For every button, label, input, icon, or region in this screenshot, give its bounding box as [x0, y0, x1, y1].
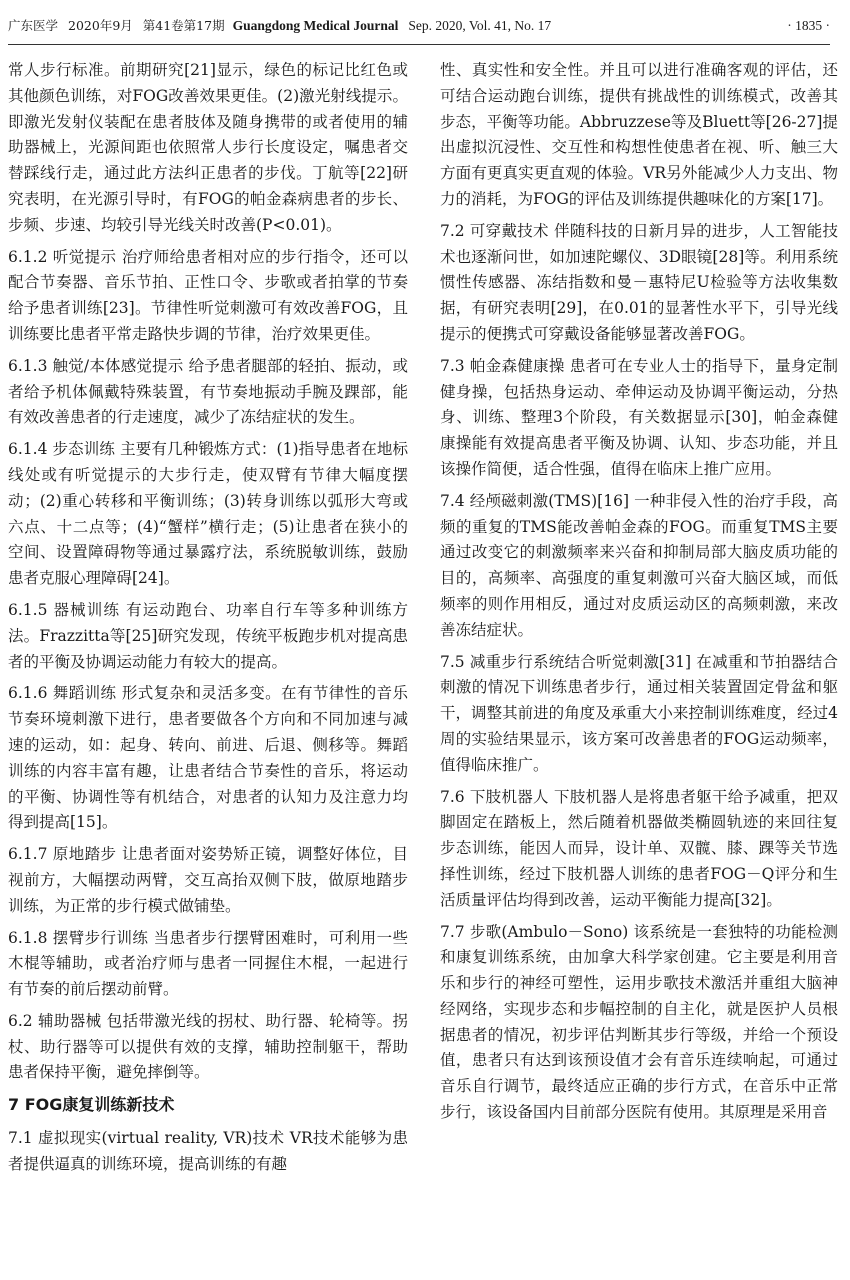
- paragraph: 6.1.3 触觉/本体感觉提示 给予患者腿部的轻拍、振动，或者给予机体佩戴特殊装置，有节奏地振动手腕及踝部，能有效改善患者的行走速度，减少了冻结症状的发生。: [8, 356, 408, 427]
- left-column: [8, 58, 408, 1268]
- paragraph: 7.3 帕金森健康操 患者可在专业人士的指导下，量身定制健身操，包括热身运动、牵伸运动及协调平衡运动，分热身、训练、整理3个阶段，有关数据显示[30]，帕金森健康操能有效提高患者平衡及协调、认知、步态功能，并且该操作简便，适合性强，值得在临床上推广应用。: [440, 356, 838, 478]
- paragraph: 7.6 下肢机器人 下肢机器人是将患者躯干给予减重，把双脚固定在踏板上，然后随着机器做类椭圆轨迹的来回往复步态训练，能因人而异，设计单、双髋、膝、踝等关节选择性训练，经过下肢机器人训练的患者FOG－Q评分和生活质量评估均得到改善，运动平衡能力提高[32]。: [440, 787, 838, 909]
- issue-date-cn: 2020年9月: [68, 18, 133, 33]
- page-number: · 1835 ·: [787, 18, 830, 33]
- paragraph: 6.1.5 器械训练 有运动跑台、功率自行车等多种训练方法。Frazzitta等[25]研究发现，传统平板跑步机对提高患者的平衡及协调运动能力有较大的提高。: [8, 600, 408, 671]
- header-left: [8, 16, 225, 34]
- paragraph: 7.7 步歌(Ambulo－Sono) 该系统是一套独特的功能检测和康复训练系统，由加拿大科学家创建。它主要是利用音乐和步行的神经可塑性，运用步歌技术激活并重组大脑神经网络，实现步态和步幅控制的自主化，就是医护人员根据患者的情况，初步评估判断其步行等级，并给一个预设值，患者只有达到该预设值才会有音乐连续响起，可通过音乐自行调节，最终适应正确的步行方式，在音乐中正常步行，该设备国内目前部分医院有使用。其原理是采用音: [440, 922, 838, 1122]
- paragraph: 7.4 经颅磁刺激(TMS)[16] 一种非侵入性的治疗手段，高频的重复的TMS能改善帕金森的FOG。而重复TMS主要通过改变它的刺激频率来兴奋和抑制局部大脑皮质功能的目的，高频率、高强度的重复刺激可兴奋大脑区域，而低频率的则作用相反，通过对皮质运动区的高频刺激，来改善冻结症状。: [440, 491, 838, 639]
- journal-name-cn: 广东医学: [8, 18, 59, 33]
- paragraph: 6.1.8 摆臂步行训练 当患者步行摆臂困难时，可利用一些木棍等辅助，或者治疗师与患者一同握住木棍，一起进行有节奏的前后摆动前臂。: [8, 928, 408, 999]
- paragraph: 6.1.4 步态训练 主要有几种锻炼方式：(1)指导患者在地标线处或有听觉提示的大步行走，使双臂有节律大幅度摆动；(2)重心转移和平衡训练；(3)转身训练以弧形大弯或六点、十二点等；(4)“蟹样”横行走；(5)让患者在狭小的空间、设置障碍物等通过暴露疗法，系统脱敏训练，鼓励患者克服心理障碍[24]。: [8, 440, 408, 588]
- paragraph: 6.1.2 听觉提示 治疗师给患者相对应的步行指令，还可以配合节奏器、音乐节拍、正性口令、步歌或者拍掌的节奏给予患者训练[23]。节律性听觉刺激可有效改善FOG，且训练要比患者平常走路快步调的节律，治疗效果更佳。: [8, 247, 408, 343]
- running-header: [8, 16, 830, 45]
- paragraph: 7.2 可穿戴技术 伴随科技的日新月异的进步，人工智能技术也逐渐问世，如加速陀螺仪、3D眼镜[28]等。利用系统惯性传感器、冻结指数和曼－惠特尼U检验等方法收集数据，有研究表明[29]，在0.01的显著性水平下，引导光线提示的便携式可穿戴设备能够显著改善FOG。: [440, 221, 838, 343]
- paragraph: 6.2 辅助器械 包括带激光线的拐杖、助行器、轮椅等。拐杖、助行器等可以提供有效的支撑，辅助控制躯干，帮助患者保持平衡，避免摔倒等。: [8, 1011, 408, 1082]
- section-heading: 7 FOG康复训练新技术: [8, 1095, 175, 1115]
- paragraph: 6.1.6 舞蹈训练 形式复杂和灵活多变。在有节律性的音乐节奏环境刺激下进行，患者要做各个方向和不同加速与减速的运动，如：起身、转向、前进、后退、侧移等。舞蹈训练的内容丰富有趣，让患者结合节奏性的音乐，将运动的平衡、协调性等有机结合，对患者的认知力及注意力均得到提高[15]。: [8, 684, 408, 832]
- journal-name-en: Guangdong Medical Journal: [232, 18, 399, 33]
- paragraph: 性、真实性和安全性。并且可以进行准确客观的评估，还可结合运动跑台训练，提供有挑战性的训练模式，改善其步态，平衡等功能。Abbruzzese等及Bluett等[26-27]提出虚拟沉浸性、交互性和构想性使患者在视、听、触三大方面有更真实更直观的体验。VR另外能减少人力支出、物力的消耗，为FOG的评估及训练提供趣味化的方案[17]。: [440, 61, 838, 208]
- paragraph: 7.1 虚拟现实(virtual reality, VR)技术 VR技术能够为患者提供逼真的训练环境，提高训练的有趣: [8, 1129, 408, 1173]
- paragraph: 7.5 减重步行系统结合听觉刺激[31] 在减重和节拍器结合刺激的情况下训练患者步行，通过相关装置固定骨盆和躯干，调整其前进的角度及承重大小来控制训练难度，经过4周的实验结果显示，该方案可改善患者的FOG运动频率，值得临床推广。: [440, 652, 838, 774]
- right-column: [440, 58, 838, 1268]
- paragraph: 6.1.7 原地踏步 让患者面对姿势矫正镜，调整好体位，目视前方，大幅摆动两臂，交互高抬双侧下肢，做原地踏步训练，为正常的步行模式做铺垫。: [8, 845, 408, 915]
- issue-en: Sep. 2020, Vol. 41, No. 17: [408, 18, 552, 33]
- volume-cn: 第41卷第17期: [142, 18, 225, 33]
- paragraph: 常人步行标准。前期研究[21]显示，绿色的标记比红色或其他颜色训练，对FOG改善效果更佳。(2)激光射线提示。即激光发射仪装配在患者肢体及随身携带的或者使用的辅助器械上，光源间距也依照常人步行长度设定，嘱患者交替踩线行走，通过此方法纠正患者的步伐。丁航等[22]研究表明，在光源引导时，有FOG的帕金森病患者的步长、步频、步速、均较引导光线关时改善(P<0.01)。: [8, 61, 408, 234]
